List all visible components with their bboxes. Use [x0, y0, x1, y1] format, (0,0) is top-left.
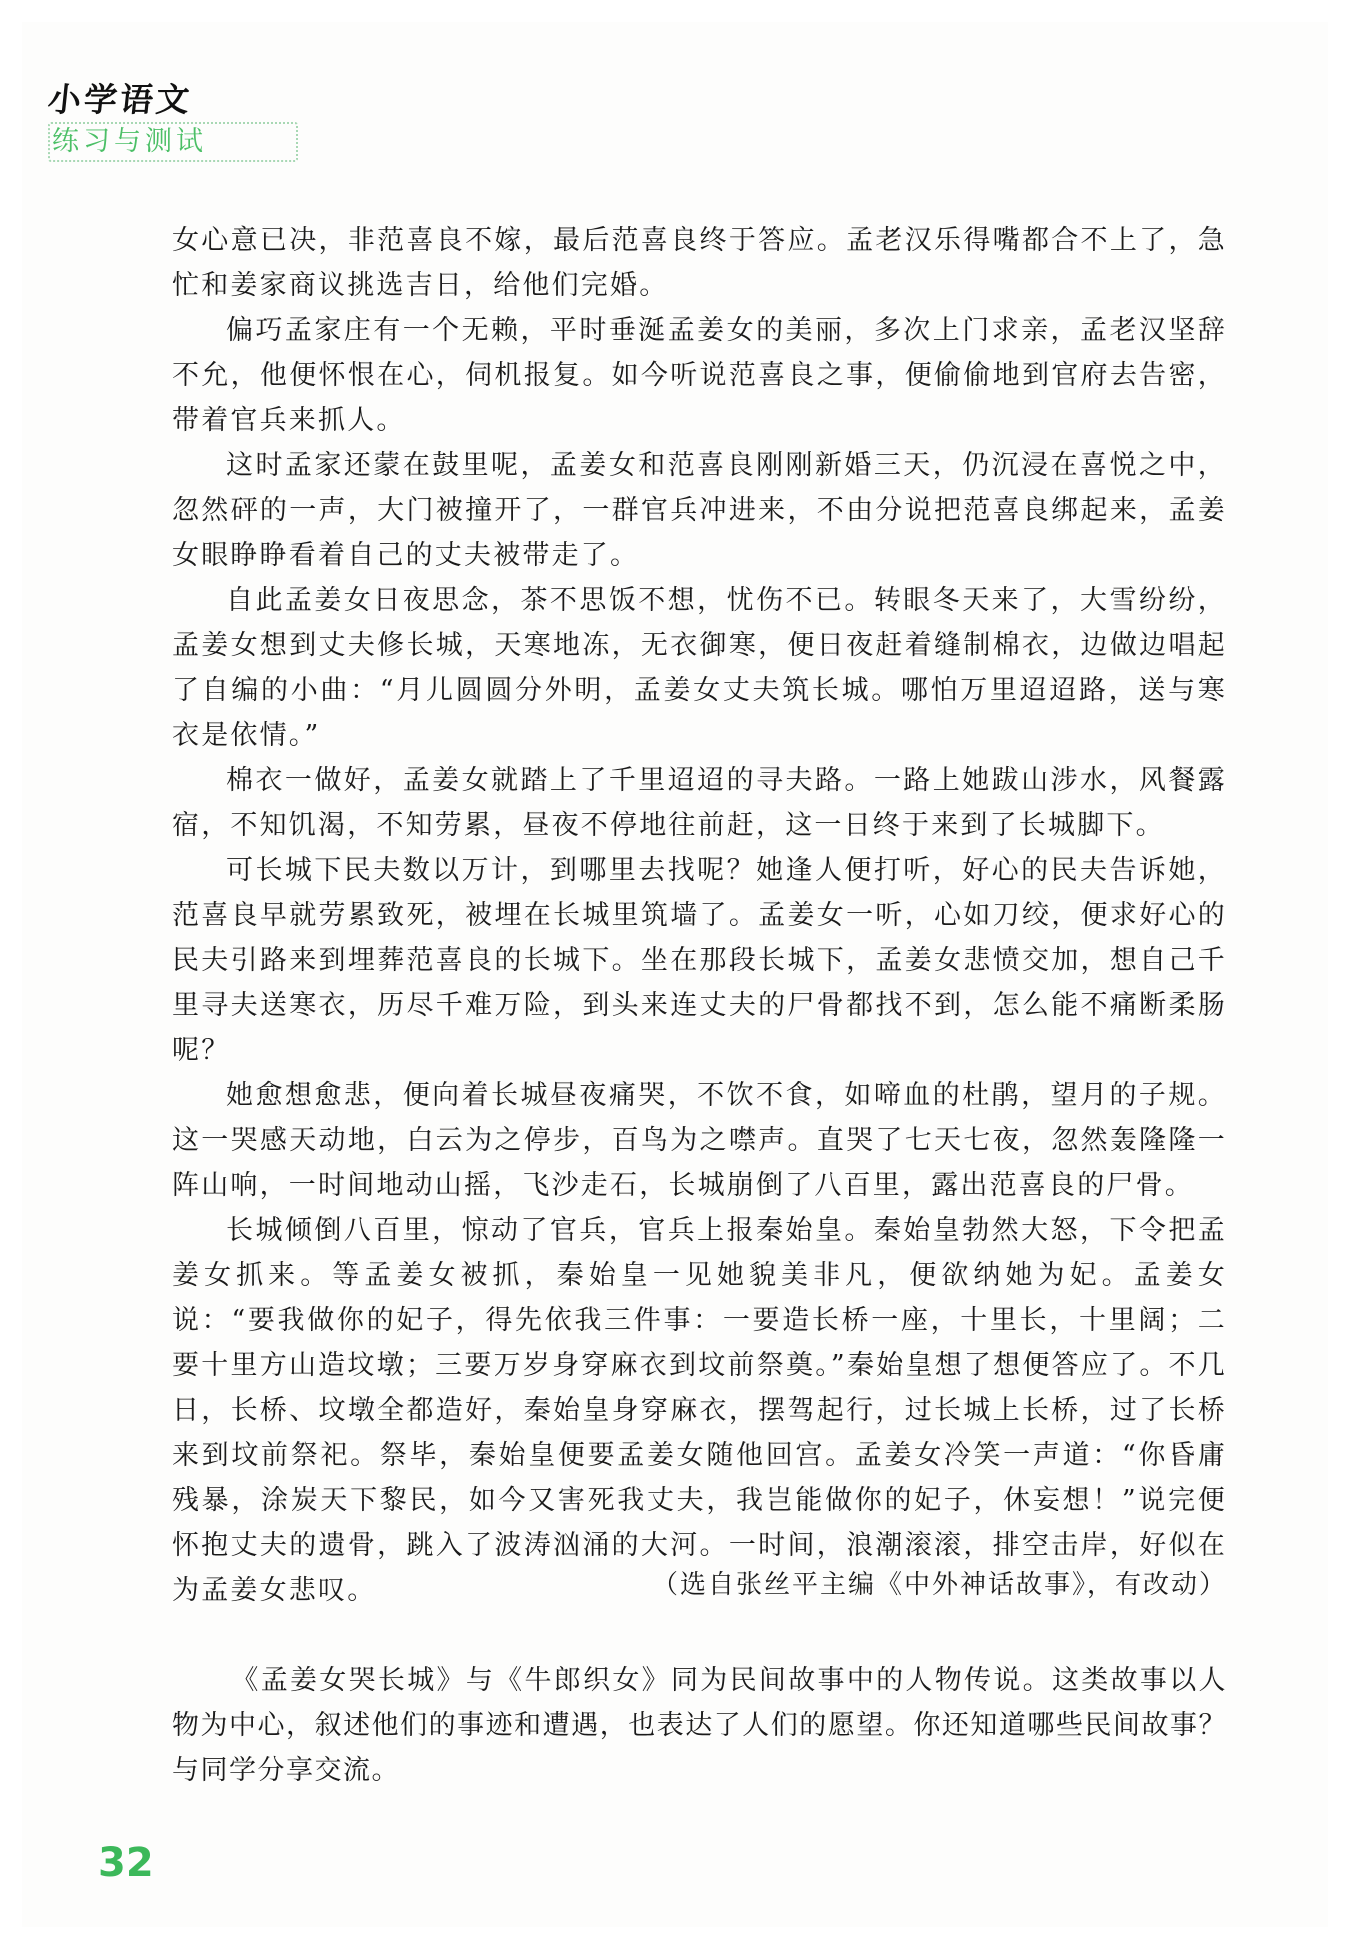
- story-paragraph: 可长城下民夫数以万计，到哪里去找呢？她逢人便打听，好心的民夫告诉她，范喜良早就劳累致死，被埋在长城里筑墙了。孟姜女一听，心如刀绞，便求好心的民夫引路来到埋葬范喜良的长城下。坐在那段长城下，孟姜女悲愤交加，想自己千里寻夫送寒衣，历尽千难万险，到头来连丈夫的尸骨都找不到，怎么能不痛断柔肠呢？: [172, 855, 1227, 1066]
- story-paragraph: 长城倾倒八百里，惊动了官兵，官兵上报秦始皇。秦始皇勃然大怒，下令把孟姜女抓来。等孟姜女被抓，秦始皇一见她貌美非凡，便欲纳她为妃。孟姜女说：“要我做你的妃子，得先依我三件事：一要造长桥一座，十里长，十里阔；二要十里方山造坟墩；三要万岁身穿麻衣到坟前祭奠。”秦始皇想了想便答应了。不几日，长桥、坟墩全都造好，秦始皇身穿麻衣，摆驾起行，过长城上长桥，过了长桥来到坟前祭祀。祭毕，秦始皇便要孟姜女随他回宫。孟姜女冷笑一声道：“你昏庸残暴，涂炭天下黎民，如今又害死我丈夫，我岂能做你的妃子，休妄想！”说完便怀抱丈夫的遗骨，跳入了波涛汹涌的大河。一时间，浪潮滚滚，排空击岸，好似在为孟姜女悲叹。: [172, 1215, 1227, 1606]
- header: [48, 80, 298, 162]
- story-body: [172, 218, 1227, 1613]
- page-number: 32: [98, 1840, 154, 1886]
- story-paragraph: 棉衣一做好，孟姜女就踏上了千里迢迢的寻夫路。一路上她跋山涉水，风餐露宿，不知饥渴，不知劳累，昼夜不停地往前赶，这一日终于来到了长城脚下。: [172, 765, 1227, 841]
- story-paragraph: 自此孟姜女日夜思念，茶不思饭不想，忧伤不已。转眼冬天来了，大雪纷纷，孟姜女想到丈夫修长城，天寒地冻，无衣御寒，便日夜赶着缝制棉衣，边做边唱起了自编的小曲：“月儿圆圆分外明，孟姜女丈夫筑长城。哪怕万里迢迢路，送与寒衣是依情。”: [172, 585, 1227, 751]
- extension-prompt: 《孟姜女哭长城》与《牛郎织女》同为民间故事中的人物传说。这类故事以人物为中心，叙述他们的事迹和遭遇，也表达了人们的愿望。你还知道哪些民间故事？与同学分享交流。: [172, 1665, 1227, 1786]
- story-paragraph: 她愈想愈悲，便向着长城昼夜痛哭，不饮不食，如啼血的杜鹃，望月的子规。这一哭感天动地，白云为之停步，百鸟为之噤声。直哭了七天七夜，忽然轰隆隆一阵山响，一时间地动山摇，飞沙走石，长城崩倒了八百里，露出范喜良的尸骨。: [172, 1080, 1227, 1201]
- story-paragraph: 偏巧孟家庄有一个无赖，平时垂涎孟姜女的美丽，多次上门求亲，孟老汉坚辞不允，他便怀恨在心，伺机报复。如今听说范喜良之事，便偷偷地到官府去告密，带着官兵来抓人。: [172, 315, 1227, 436]
- story-paragraph: 这时孟家还蒙在鼓里呢，孟姜女和范喜良刚刚新婚三天，仍沉浸在喜悦之中，忽然砰的一声，大门被撞开了，一群官兵冲进来，不由分说把范喜良绑起来，孟姜女眼睁睁看着自己的丈夫被带走了。: [172, 450, 1227, 571]
- book-title: 小学语文: [46, 80, 195, 119]
- book-subtitle-box: [48, 122, 298, 162]
- story-paragraph: 女心意已决，非范喜良不嫁，最后范喜良终于答应。孟老汉乐得嘴都合不上了，急忙和姜家商议挑选吉日，给他们完婚。: [172, 225, 1227, 301]
- book-subtitle: 练习与测试: [52, 126, 207, 157]
- story-source: （选自张丝平主编《中外神话故事》，有改动）: [651, 1570, 1227, 1600]
